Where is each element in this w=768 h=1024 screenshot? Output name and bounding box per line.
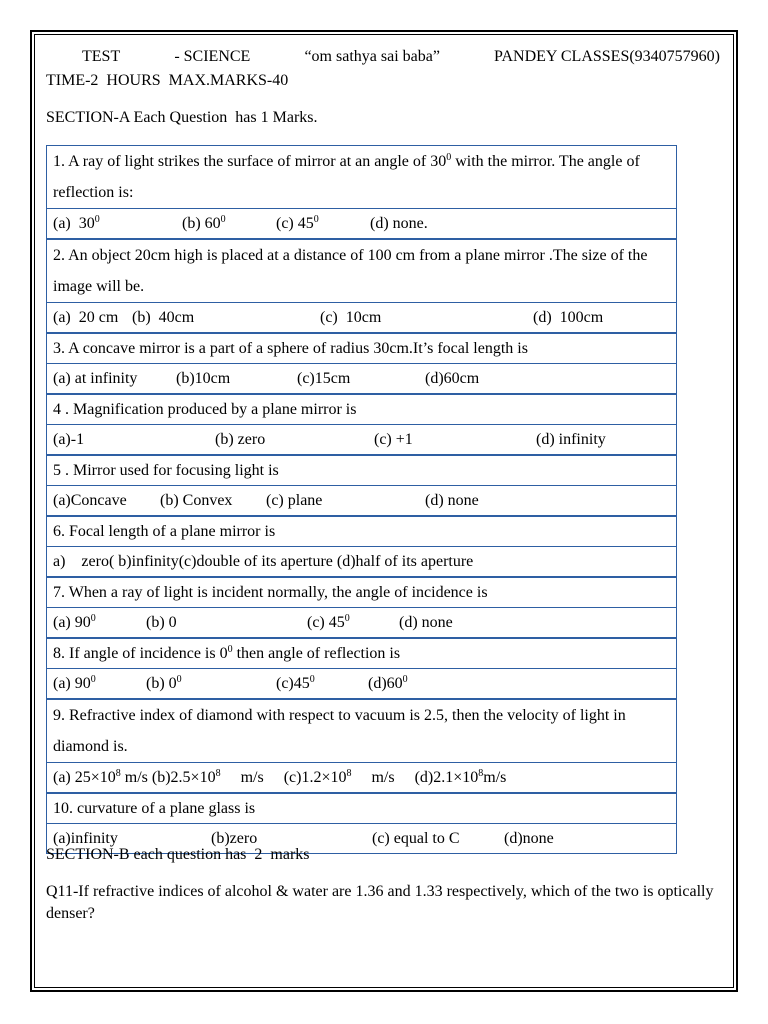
options-5: (a)Concave (b) Convex (c) plane (d) none: [47, 486, 677, 517]
question-9: 9. Refractive index of diamond with respect to vacuum is 2.5, then the velocity of light in diamond is.: [47, 699, 677, 763]
question-2: 2. An object 20cm high is placed at a distance of 100 cm from a plane mirror .The size of the image will be.: [47, 239, 677, 303]
question-6: 6. Focal length of a plane mirror is: [47, 516, 677, 547]
question-8: 8. If angle of incidence is $0^0$ then angle of reflection is: [47, 638, 677, 669]
options-6: a) zero( b)infinity(c)double of its aperture (d)half of its aperture: [47, 547, 677, 578]
question-10: 10. curvature of a plane glass is: [47, 793, 677, 824]
section-a-heading: SECTION-A Each Question has 1 Marks.: [46, 109, 318, 126]
question-7: 7. When a ray of light is incident normally, the angle of incidence is: [47, 577, 677, 608]
mantra-text: “om sathya sai baba”: [304, 48, 440, 65]
options-2: (a) 20 cm (b) 40cm (c) 10cm (d) 100cm: [47, 303, 677, 334]
options-3: (a) at infinity (b)10cm (c)15cm (d)60cm: [47, 364, 677, 395]
time-marks-line: TIME-2 HOURS MAX.MARKS-40: [46, 72, 289, 89]
question-1: 1. A ray of light strikes the surface of mirror at an angle of $30^0$ with the mirror. The angle of reflection is:: [47, 146, 677, 209]
question-5: 5 . Mirror used for focusing light is: [47, 455, 677, 486]
options-4: (a)-1 (b) zero (c) +1 (d) infinity: [47, 425, 677, 456]
question-4: 4 . Magnification produced by a plane mirror is: [47, 394, 677, 425]
question-table: [46, 145, 677, 854]
options-10: (a)infinity (b)zero (c) equal to C (d)none: [47, 824, 677, 854]
test-header: [46, 48, 720, 66]
options-1: (a) $30^0$ (b) $60^0$ (c) $45^0$ (d) none.: [47, 209, 677, 240]
question-3: 3. A concave mirror is a part of a sphere of radius 30cm.It’s focal length is: [47, 333, 677, 364]
options-9: (a) $25\times 10^8$ m/s $(b)2.5\times 10^8$ m/s $(c)1.2\times 10^8$ m/s $(d)2.1\times 10^8$ m/s: [47, 763, 677, 794]
question-11: Q11-If refractive indices of alcohol & water are 1.36 and 1.33 respectively, which of the two is optically denser?: [46, 883, 714, 922]
section-b-heading: SECTION-B each question has 2 marks: [46, 846, 310, 863]
options-7: (a) $90^0$ (b) 0 (c) $45^0$ (d) none: [47, 608, 677, 639]
institute-name: PANDEY CLASSES(9340757960): [494, 48, 720, 65]
test-label: TEST: [82, 48, 121, 65]
subject-label: - SCIENCE: [174, 48, 251, 65]
options-8: (a) $90^0$ (b) $0^0$ $(c)45^0$ $(d)60^0$: [47, 669, 677, 700]
